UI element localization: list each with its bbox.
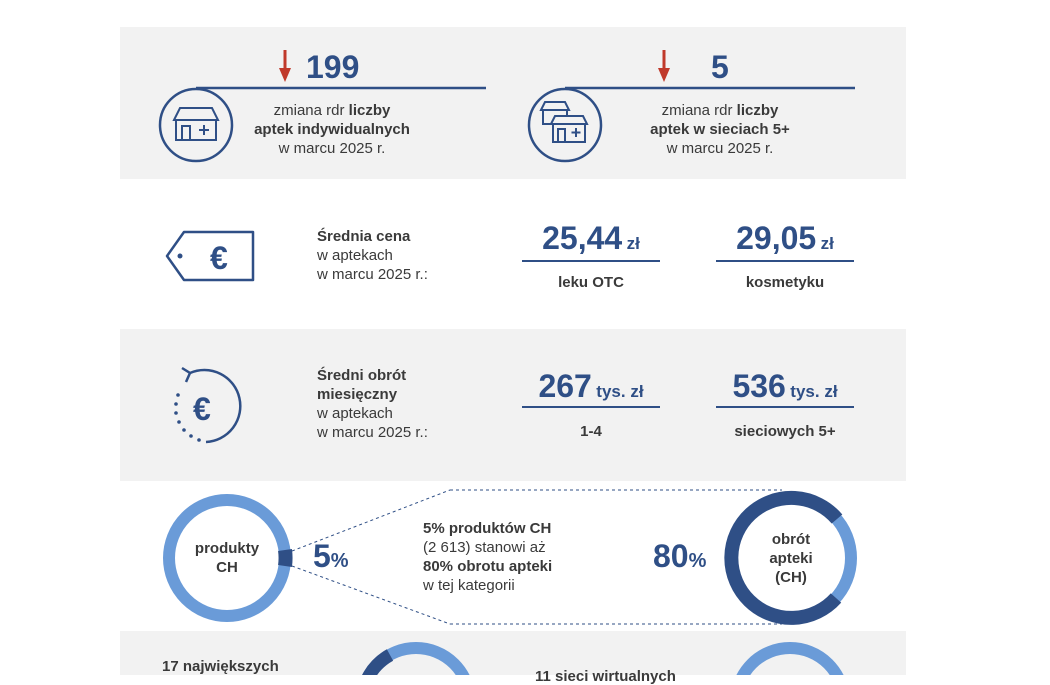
- otc-label: leku OTC: [558, 274, 624, 291]
- turnover-chain-label: sieciowych 5+: [734, 423, 836, 440]
- bottom-donut-right: [722, 640, 862, 675]
- avg-price-desc: Średnia cena w aptekach w marcu 2025 r.:: [317, 228, 428, 283]
- cosmetics-underline: [716, 260, 854, 262]
- otc-underline: [522, 260, 660, 262]
- turnover-chain-underline: [716, 406, 854, 408]
- euro-cycle-icon: [166, 360, 256, 450]
- turnover-small-underline: [522, 406, 660, 408]
- right-percent: 80%: [653, 538, 707, 574]
- chains-change-desc: zmiana rdr liczby aptek w sieciach 5+ w marcu 2025 r.: [650, 102, 790, 157]
- down-arrow-icon: [656, 48, 672, 84]
- svg-text:€: €: [210, 240, 228, 276]
- avg-price-cosmetics: 29,05 zł: [736, 220, 834, 256]
- bottom-donut-left: [350, 640, 490, 675]
- turnover-small-label: 1-4: [580, 423, 602, 440]
- avg-turnover-desc: Średni obrót miesięczny w aptekach w marcu 2025 r.:: [317, 367, 428, 441]
- svg-text:€: €: [193, 391, 211, 427]
- left-percent: 5%: [313, 538, 349, 574]
- down-arrow-icon: [277, 48, 293, 84]
- ch-products-desc: 5% produktów CH (2 613) stanowi aż 80% obrotu apteki w tej kategorii: [423, 520, 553, 594]
- cosmetics-label: kosmetyku: [745, 274, 825, 291]
- top-circle-left: [160, 0, 230, 10]
- left-donut-label: produkty CH: [194, 540, 260, 576]
- turnover-chain: 536 tys. zł: [732, 368, 838, 404]
- right-donut-label: obrót apteki (CH): [769, 531, 813, 586]
- bottom-left-text: 17 największych: [162, 658, 279, 675]
- price-tag-euro-icon: [164, 229, 258, 283]
- chains-change-value: 5: [711, 49, 729, 85]
- avg-price-otc: 25,44 zł: [542, 220, 640, 256]
- individual-change-desc: zmiana rdr liczby aptek indywidualnych w marcu 2025 r.: [254, 102, 410, 157]
- bottom-mid-text: 11 sieci wirtualnych: [535, 668, 676, 685]
- turnover-small: 267 tys. zł: [538, 368, 644, 404]
- individual-change-value: 199: [306, 49, 360, 85]
- top-circle-right: [530, 0, 600, 10]
